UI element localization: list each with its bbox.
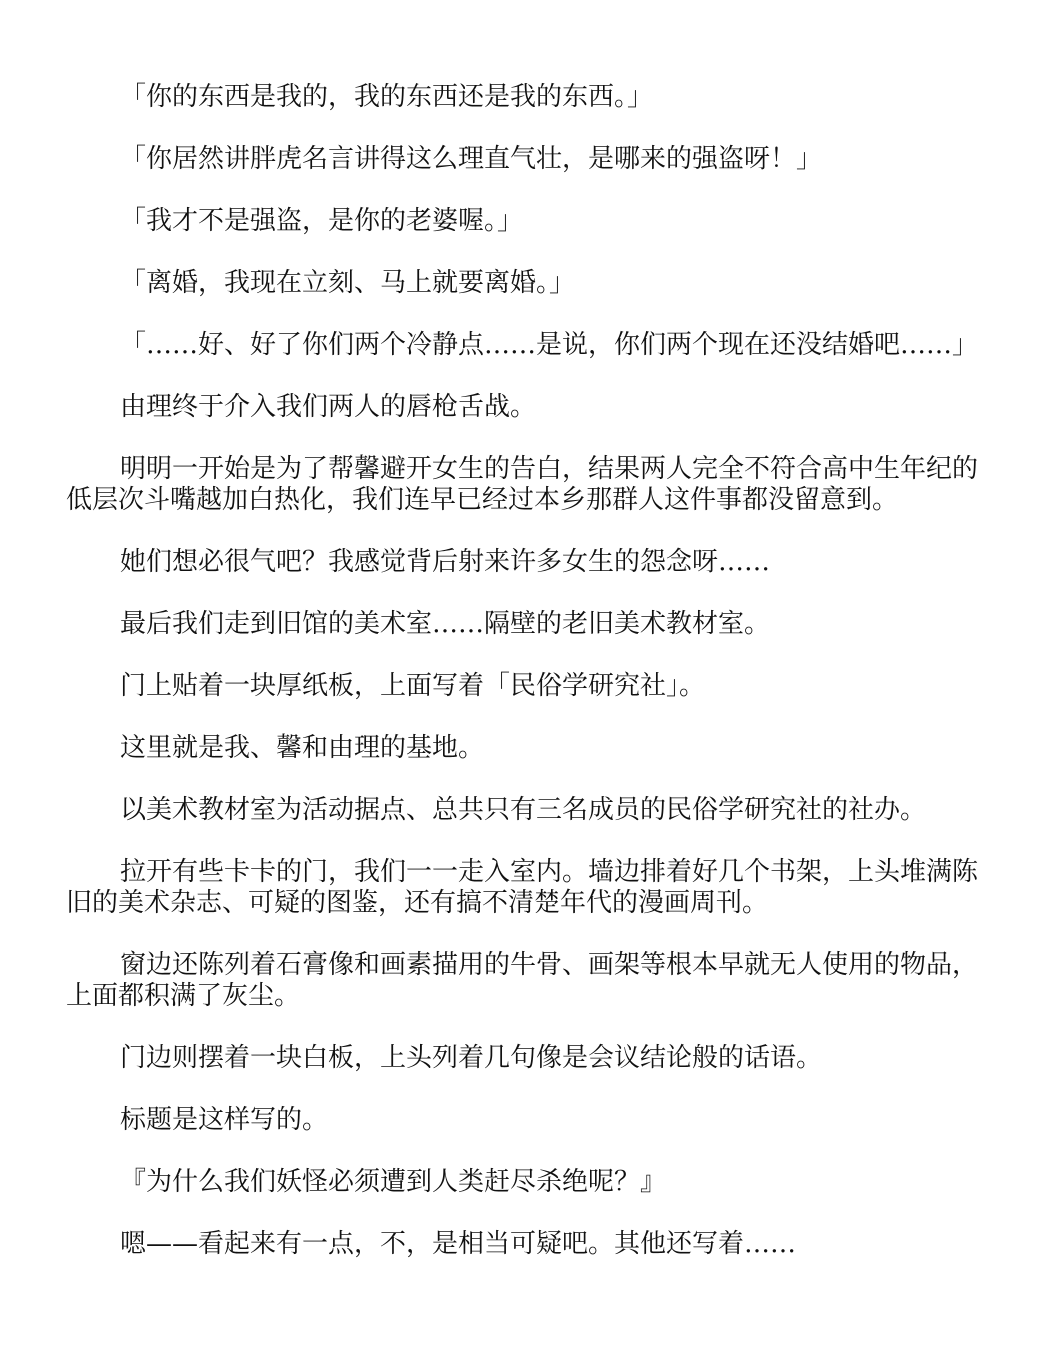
paragraph: 这里就是我、馨和由理的基地。 — [120, 733, 485, 763]
paragraph: 「我才不是强盗，是你的老婆喔。」 — [120, 206, 524, 236]
paragraph: 她们想必很气吧？我感觉背后射来许多女生的怨念呀…… — [120, 547, 771, 577]
paragraph: 「离婚，我现在立刻、马上就要离婚。」 — [120, 268, 576, 298]
paragraph: 标题是这样写的。 — [120, 1105, 329, 1135]
paragraph: 以美术教材室为活动据点、总共只有三名成员的民俗学研究社的社办。 — [120, 795, 927, 825]
paragraph: 拉开有些卡卡的门，我们一一走入室内。墙边排着好几个书架，上头堆满陈旧的美术杂志、可疑的图鉴，还有搞不清楚年代的漫画周刊。 — [66, 857, 979, 918]
paragraph: 嗯——看起来有一点，不，是相当可疑吧。其他还写着…… — [120, 1229, 797, 1259]
document-page — [66, 82, 978, 1291]
paragraph: 由理终于介入我们两人的唇枪舌战。 — [120, 392, 537, 422]
paragraph: 「你的东西是我的，我的东西还是我的东西。」 — [120, 82, 654, 112]
paragraph: 最后我们走到旧馆的美术室……隔壁的老旧美术教材室。 — [120, 609, 771, 639]
paragraph: 窗边还陈列着石膏像和画素描用的牛骨、画架等根本早就无人使用的物品，上面都积满了灰尘。 — [66, 950, 979, 1011]
paragraph: 「你居然讲胖虎名言讲得这么理直气壮，是哪来的强盗呀！」 — [120, 144, 823, 174]
paragraph: 『为什么我们妖怪必须遭到人类赶尽杀绝呢？』 — [120, 1167, 667, 1197]
paragraph: 「……好、好了你们两个冷静点……是说，你们两个现在还没结婚吧……」 — [120, 330, 979, 360]
paragraph: 门上贴着一块厚纸板，上面写着「民俗学研究社」。 — [120, 671, 706, 701]
paragraph: 门边则摆着一块白板，上头列着几句像是会议结论般的话语。 — [120, 1043, 823, 1073]
paragraph: 明明一开始是为了帮馨避开女生的告白，结果两人完全不符合高中生年纪的低层次斗嘴越加白热化，我们连早已经过本乡那群人这件事都没留意到。 — [66, 454, 979, 515]
